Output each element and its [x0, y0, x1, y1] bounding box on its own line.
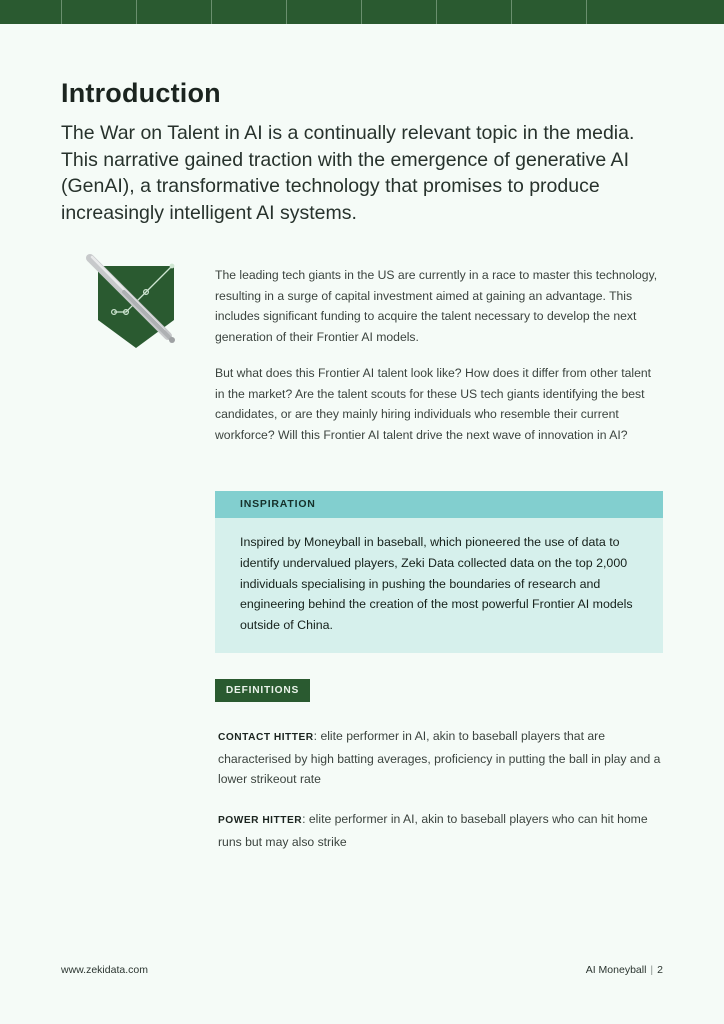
top-bar-segment: [512, 0, 587, 24]
top-bar-segment: [62, 0, 137, 24]
page-title: Introduction: [61, 78, 221, 108]
top-bar-segment: [362, 0, 437, 24]
inspiration-heading: INSPIRATION: [215, 491, 663, 518]
body-paragraph: The leading tech giants in the US are currently in a race to master this technology, resulting in a surge of capital investment aimed at gaining an advantage. This includes significant funding to acquire the talent necessary to develop the next generation of their Frontier AI models.: [215, 268, 658, 344]
definition-term: CONTACT HITTER: [218, 732, 314, 743]
footer-page-info: [586, 964, 663, 976]
definition-term: POWER HITTER: [218, 815, 303, 826]
top-bar-segment: [437, 0, 512, 24]
top-decorative-bar: [0, 0, 724, 24]
top-bar-segment: [137, 0, 212, 24]
inspiration-callout: [215, 491, 663, 653]
footer-website: www.zekidata.com: [61, 964, 148, 976]
baseball-bat-shield-icon: [84, 252, 180, 350]
definition-contact-hitter: [218, 726, 664, 790]
definition-text: : elite performer in AI, akin to baseball players who can hit home runs but may also strike: [218, 812, 648, 849]
page-number: 2: [657, 964, 663, 976]
top-bar-segment: [287, 0, 362, 24]
inspiration-text: Inspired by Moneyball in baseball, which pioneered the use of data to identify undervalued players, Zeki Data collected data on the top 2,000 individuals specialising in pushing the boundaries of research and engineering behind the creation of the most powerful Frontier AI models outside of China.: [240, 535, 633, 633]
footer-separator: |: [650, 964, 654, 976]
definitions-heading: DEFINITIONS: [215, 679, 310, 702]
top-bar-segment: [587, 0, 724, 24]
lead-paragraph: The War on Talent in AI is a continually relevant topic in the media. This narrative gained traction with the emergence of generative AI (GenAI), a transformative technology that promises to produce increasingly intelligent AI systems.: [61, 122, 635, 224]
definition-power-hitter: [218, 809, 664, 852]
top-bar-segment: [0, 0, 62, 24]
body-paragraph: But what does this Frontier AI talent look like? How does it differ from other talent in the market? Are the talent scouts for these US tech giants identifying the best candidates, or are they mainly hiring individuals who resemble their current workforce? Will this Frontier AI talent drive the next wave of innovation in AI?: [215, 366, 652, 442]
footer-doc-title: AI Moneyball: [585, 964, 647, 976]
definition-text: : elite performer in AI, akin to baseball players that are characterised by high batting averages, proficiency in putting the ball in play and a lower strikeout rate: [218, 729, 661, 787]
top-bar-segment: [212, 0, 287, 24]
